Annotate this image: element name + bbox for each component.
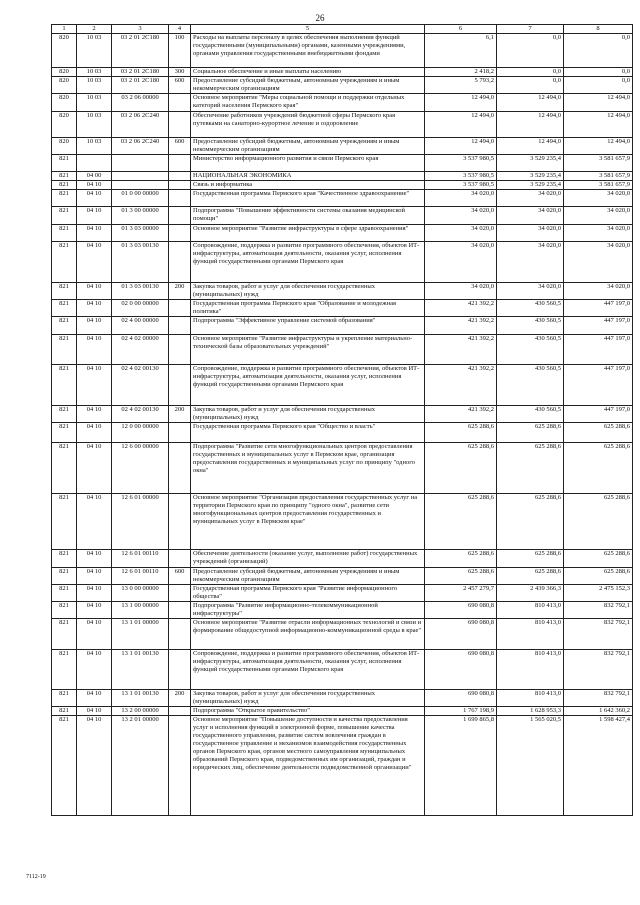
amount-year2-cell: 810 413,0 bbox=[497, 690, 564, 707]
amount-year3-cell: 3 581 657,9 bbox=[564, 172, 633, 181]
footer-code: 7112-19 bbox=[26, 874, 46, 880]
section-code-cell: 04 10 bbox=[77, 190, 112, 207]
amount-year1-cell: 12 494,0 bbox=[425, 138, 497, 155]
table-row bbox=[52, 707, 633, 716]
amount-year3-cell: 832 792,1 bbox=[564, 690, 633, 707]
budget-table-container bbox=[51, 24, 632, 816]
target-article-cell: 13 1 01 00000 bbox=[112, 619, 169, 650]
expense-type-cell bbox=[169, 225, 191, 242]
amount-year2-cell: 810 413,0 bbox=[497, 619, 564, 650]
target-article-cell: 13 1 00 00000 bbox=[112, 602, 169, 619]
table-row bbox=[52, 34, 633, 68]
amount-year2-cell: 12 494,0 bbox=[497, 94, 564, 112]
expense-type-cell: 200 bbox=[169, 406, 191, 423]
target-article-cell: 01 3 03 00130 bbox=[112, 283, 169, 300]
table-row bbox=[52, 619, 633, 650]
section-code-cell: 04 10 bbox=[77, 181, 112, 190]
amount-year1-cell: 690 080,8 bbox=[425, 650, 497, 690]
department-code-cell: 821 bbox=[52, 190, 77, 207]
amount-year2-cell: 625 288,6 bbox=[497, 550, 564, 568]
amount-year2-cell: 0,0 bbox=[497, 34, 564, 68]
table-row bbox=[52, 300, 633, 317]
expense-type-cell bbox=[169, 300, 191, 317]
header-col-5: 5 bbox=[191, 25, 425, 34]
section-code-cell: 04 10 bbox=[77, 494, 112, 550]
description-cell: Сопровождение, поддержка и развитие программного обеспечения, объектов ИТ-инфраструктуры, автоматизация деятельности, оказания услуг, исполнения функций государственными органами Пермского края bbox=[191, 242, 425, 283]
amount-year2-cell: 3 529 235,4 bbox=[497, 172, 564, 181]
section-code-cell: 04 10 bbox=[77, 707, 112, 716]
amount-year2-cell: 430 560,5 bbox=[497, 365, 564, 406]
section-code-cell: 04 10 bbox=[77, 585, 112, 602]
amount-year2-cell: 810 413,0 bbox=[497, 650, 564, 690]
amount-year2-cell: 430 560,5 bbox=[497, 300, 564, 317]
table-row bbox=[52, 406, 633, 423]
amount-year2-cell: 1 565 020,5 bbox=[497, 716, 564, 816]
department-code-cell: 821 bbox=[52, 155, 77, 172]
target-article-cell bbox=[112, 172, 169, 181]
amount-year1-cell: 34 020,0 bbox=[425, 242, 497, 283]
amount-year3-cell: 3 581 657,9 bbox=[564, 155, 633, 172]
description-cell: Основное мероприятие "Развитие отрасли информационных технологий и связи и формирование общедоступной информационно-коммуникационной среды в крае" bbox=[191, 619, 425, 650]
table-row bbox=[52, 317, 633, 335]
expense-type-cell bbox=[169, 181, 191, 190]
section-code-cell: 04 10 bbox=[77, 568, 112, 585]
amount-year3-cell: 12 494,0 bbox=[564, 112, 633, 138]
expense-type-cell bbox=[169, 112, 191, 138]
amount-year1-cell: 1 699 865,8 bbox=[425, 716, 497, 816]
description-cell: Основное мероприятие "Меры социальной помощи и поддержки отдельных категорий населения Пермского края" bbox=[191, 94, 425, 112]
table-row bbox=[52, 207, 633, 225]
section-code-cell: 04 10 bbox=[77, 650, 112, 690]
table-row bbox=[52, 690, 633, 707]
amount-year2-cell: 34 020,0 bbox=[497, 242, 564, 283]
table-row bbox=[52, 77, 633, 94]
amount-year2-cell: 1 628 953,3 bbox=[497, 707, 564, 716]
expense-type-cell bbox=[169, 716, 191, 816]
table-row bbox=[52, 94, 633, 112]
table-row bbox=[52, 423, 633, 443]
department-code-cell: 821 bbox=[52, 443, 77, 494]
table-row bbox=[52, 225, 633, 242]
description-cell: Основное мероприятие "Развитие инфраструктуры и укрепление материально-технической базы образовательных учреждений" bbox=[191, 335, 425, 365]
amount-year1-cell: 690 080,8 bbox=[425, 619, 497, 650]
section-code-cell: 04 10 bbox=[77, 317, 112, 335]
page-number: 26 bbox=[315, 13, 325, 23]
department-code-cell: 821 bbox=[52, 550, 77, 568]
amount-year3-cell: 625 288,6 bbox=[564, 568, 633, 585]
section-code-cell: 04 10 bbox=[77, 207, 112, 225]
table-row bbox=[52, 716, 633, 816]
target-article-cell: 01 0 00 00000 bbox=[112, 190, 169, 207]
target-article-cell: 12 0 00 00000 bbox=[112, 423, 169, 443]
description-cell: Закупка товаров, работ и услуг для обеспечения государственных (муниципальных) нужд bbox=[191, 690, 425, 707]
amount-year1-cell: 690 080,8 bbox=[425, 690, 497, 707]
amount-year2-cell: 2 439 366,3 bbox=[497, 585, 564, 602]
department-code-cell: 821 bbox=[52, 650, 77, 690]
amount-year1-cell: 690 080,8 bbox=[425, 602, 497, 619]
section-code-cell: 10 03 bbox=[77, 94, 112, 112]
expense-type-cell bbox=[169, 443, 191, 494]
department-code-cell: 820 bbox=[52, 68, 77, 77]
header-col-6: 6 bbox=[425, 25, 497, 34]
amount-year1-cell: 625 288,6 bbox=[425, 550, 497, 568]
target-article-cell: 03 2 01 2С180 bbox=[112, 68, 169, 77]
amount-year1-cell: 34 020,0 bbox=[425, 283, 497, 300]
department-code-cell: 821 bbox=[52, 423, 77, 443]
amount-year3-cell: 0,0 bbox=[564, 68, 633, 77]
amount-year2-cell: 12 494,0 bbox=[497, 112, 564, 138]
table-row bbox=[52, 190, 633, 207]
amount-year2-cell: 625 288,6 bbox=[497, 568, 564, 585]
target-article-cell: 02 4 02 00130 bbox=[112, 406, 169, 423]
section-code-cell: 04 10 bbox=[77, 283, 112, 300]
description-cell: Государственная программа Пермского края "Образование и молодежная политика" bbox=[191, 300, 425, 317]
target-article-cell: 02 4 02 00000 bbox=[112, 335, 169, 365]
amount-year1-cell: 625 288,6 bbox=[425, 494, 497, 550]
description-cell: Министерство информационного развития и связи Пермского края bbox=[191, 155, 425, 172]
amount-year3-cell: 832 792,1 bbox=[564, 602, 633, 619]
amount-year1-cell: 421 392,2 bbox=[425, 365, 497, 406]
target-article-cell: 02 4 02 00130 bbox=[112, 365, 169, 406]
section-code-cell: 04 10 bbox=[77, 716, 112, 816]
amount-year3-cell: 0,0 bbox=[564, 77, 633, 94]
amount-year2-cell: 430 560,5 bbox=[497, 317, 564, 335]
description-cell: Основное мероприятие "Развитие инфраструктуры в сфере здравоохранения" bbox=[191, 225, 425, 242]
table-row bbox=[52, 585, 633, 602]
expense-type-cell bbox=[169, 494, 191, 550]
expense-type-cell bbox=[169, 94, 191, 112]
expense-type-cell bbox=[169, 242, 191, 283]
target-article-cell: 13 2 01 00000 bbox=[112, 716, 169, 816]
section-code-cell: 10 03 bbox=[77, 77, 112, 94]
table-row bbox=[52, 335, 633, 365]
department-code-cell: 821 bbox=[52, 242, 77, 283]
section-code-cell: 04 10 bbox=[77, 690, 112, 707]
department-code-cell: 821 bbox=[52, 619, 77, 650]
amount-year3-cell: 34 020,0 bbox=[564, 242, 633, 283]
amount-year1-cell: 421 392,2 bbox=[425, 335, 497, 365]
department-code-cell: 820 bbox=[52, 94, 77, 112]
amount-year1-cell: 625 288,6 bbox=[425, 443, 497, 494]
amount-year2-cell: 3 529 235,4 bbox=[497, 155, 564, 172]
amount-year1-cell: 3 537 980,5 bbox=[425, 172, 497, 181]
description-cell: Государственная программа Пермского края "Общество и власть" bbox=[191, 423, 425, 443]
table-row bbox=[52, 172, 633, 181]
table-row bbox=[52, 68, 633, 77]
target-article-cell: 03 2 06 2С240 bbox=[112, 138, 169, 155]
description-cell: Закупка товаров, работ и услуг для обеспечения государственных (муниципальных) нужд bbox=[191, 406, 425, 423]
target-article-cell: 13 1 01 00130 bbox=[112, 650, 169, 690]
department-code-cell: 820 bbox=[52, 138, 77, 155]
amount-year2-cell: 3 529 235,4 bbox=[497, 181, 564, 190]
amount-year3-cell: 625 288,6 bbox=[564, 443, 633, 494]
description-cell: Подпрограмма "Повышение эффективности системы оказания медицинской помощи" bbox=[191, 207, 425, 225]
amount-year1-cell: 421 392,2 bbox=[425, 317, 497, 335]
target-article-cell: 13 1 01 00130 bbox=[112, 690, 169, 707]
amount-year2-cell: 0,0 bbox=[497, 68, 564, 77]
amount-year1-cell: 625 288,6 bbox=[425, 568, 497, 585]
target-article-cell: 13 0 00 00000 bbox=[112, 585, 169, 602]
section-code-cell: 04 10 bbox=[77, 550, 112, 568]
target-article-cell: 01 3 00 00000 bbox=[112, 207, 169, 225]
target-article-cell: 03 2 06 2С240 bbox=[112, 112, 169, 138]
header-col-3: 3 bbox=[112, 25, 169, 34]
description-cell: Предоставление субсидий бюджетным, автономным учреждениям и иным некоммерческим организациям bbox=[191, 568, 425, 585]
description-cell: Предоставление субсидий бюджетным, автономным учреждениям и иным некоммерческим организациям bbox=[191, 138, 425, 155]
target-article-cell: 03 2 06 00000 bbox=[112, 94, 169, 112]
expense-type-cell bbox=[169, 207, 191, 225]
department-code-cell: 821 bbox=[52, 335, 77, 365]
amount-year3-cell: 3 581 657,9 bbox=[564, 181, 633, 190]
department-code-cell: 821 bbox=[52, 707, 77, 716]
amount-year1-cell: 6,1 bbox=[425, 34, 497, 68]
amount-year3-cell: 34 020,0 bbox=[564, 225, 633, 242]
amount-year2-cell: 34 020,0 bbox=[497, 225, 564, 242]
target-article-cell: 01 3 03 00130 bbox=[112, 242, 169, 283]
amount-year3-cell: 447 197,0 bbox=[564, 406, 633, 423]
expense-type-cell: 200 bbox=[169, 283, 191, 300]
expense-type-cell bbox=[169, 317, 191, 335]
expense-type-cell bbox=[169, 335, 191, 365]
description-cell: Государственная программа Пермского края "Качественное здравоохранение" bbox=[191, 190, 425, 207]
table-row bbox=[52, 138, 633, 155]
budget-table bbox=[51, 24, 633, 816]
amount-year3-cell: 447 197,0 bbox=[564, 300, 633, 317]
table-row bbox=[52, 443, 633, 494]
header-col-4: 4 bbox=[169, 25, 191, 34]
amount-year1-cell: 2 457 279,7 bbox=[425, 585, 497, 602]
target-article-cell: 03 2 01 2С180 bbox=[112, 77, 169, 94]
description-cell: НАЦИОНАЛЬНАЯ ЭКОНОМИКА bbox=[191, 172, 425, 181]
amount-year1-cell: 3 537 980,5 bbox=[425, 181, 497, 190]
department-code-cell: 821 bbox=[52, 406, 77, 423]
header-col-1: 1 bbox=[52, 25, 77, 34]
header-col-2: 2 bbox=[77, 25, 112, 34]
description-cell: Социальное обеспечение и иные выплаты населению bbox=[191, 68, 425, 77]
expense-type-cell: 600 bbox=[169, 568, 191, 585]
expense-type-cell bbox=[169, 707, 191, 716]
column-number-header bbox=[52, 25, 633, 34]
table-row bbox=[52, 155, 633, 172]
department-code-cell: 821 bbox=[52, 568, 77, 585]
amount-year1-cell: 3 537 980,5 bbox=[425, 155, 497, 172]
expense-type-cell bbox=[169, 550, 191, 568]
department-code-cell: 821 bbox=[52, 716, 77, 816]
amount-year1-cell: 421 392,2 bbox=[425, 406, 497, 423]
department-code-cell: 821 bbox=[52, 317, 77, 335]
section-code-cell: 04 10 bbox=[77, 242, 112, 283]
amount-year1-cell: 34 020,0 bbox=[425, 225, 497, 242]
amount-year1-cell: 34 020,0 bbox=[425, 190, 497, 207]
target-article-cell: 02 4 00 00000 bbox=[112, 317, 169, 335]
table-row bbox=[52, 283, 633, 300]
target-article-cell bbox=[112, 155, 169, 172]
description-cell: Предоставление субсидий бюджетным, автономным учреждениям и иным некоммерческим организациям bbox=[191, 77, 425, 94]
header-col-8: 8 bbox=[564, 25, 633, 34]
amount-year3-cell: 1 642 360,2 bbox=[564, 707, 633, 716]
section-code-cell: 10 03 bbox=[77, 34, 112, 68]
department-code-cell: 821 bbox=[52, 283, 77, 300]
department-code-cell: 821 bbox=[52, 690, 77, 707]
department-code-cell: 820 bbox=[52, 77, 77, 94]
amount-year3-cell: 0,0 bbox=[564, 34, 633, 68]
amount-year3-cell: 447 197,0 bbox=[564, 365, 633, 406]
description-cell: Расходы на выплаты персоналу в целях обеспечения выполнения функций государственными (муниципальными) органами, казенными учреждениями, органами управления государственными внебюджетными фондами bbox=[191, 34, 425, 68]
description-cell: Обеспечение деятельности (оказание услуг, выполнение работ) государственных учреждений (организаций) bbox=[191, 550, 425, 568]
section-code-cell: 04 10 bbox=[77, 365, 112, 406]
description-cell: Закупка товаров, работ и услуг для обеспечения государственных (муниципальных) нужд bbox=[191, 283, 425, 300]
expense-type-cell bbox=[169, 585, 191, 602]
target-article-cell: 12 6 01 00110 bbox=[112, 568, 169, 585]
target-article-cell: 13 2 00 00000 bbox=[112, 707, 169, 716]
expense-type-cell bbox=[169, 650, 191, 690]
amount-year2-cell: 625 288,6 bbox=[497, 423, 564, 443]
description-cell: Связь и информатика bbox=[191, 181, 425, 190]
department-code-cell: 821 bbox=[52, 181, 77, 190]
table-row bbox=[52, 181, 633, 190]
expense-type-cell bbox=[169, 602, 191, 619]
amount-year2-cell: 34 020,0 bbox=[497, 190, 564, 207]
expense-type-cell: 600 bbox=[169, 138, 191, 155]
expense-type-cell: 200 bbox=[169, 690, 191, 707]
amount-year2-cell: 625 288,6 bbox=[497, 443, 564, 494]
expense-type-cell bbox=[169, 172, 191, 181]
expense-type-cell: 600 bbox=[169, 77, 191, 94]
amount-year1-cell: 421 392,2 bbox=[425, 300, 497, 317]
table-row bbox=[52, 365, 633, 406]
section-code-cell: 04 10 bbox=[77, 602, 112, 619]
amount-year3-cell: 2 475 152,3 bbox=[564, 585, 633, 602]
target-article-cell bbox=[112, 181, 169, 190]
section-code-cell: 04 10 bbox=[77, 443, 112, 494]
table-row bbox=[52, 650, 633, 690]
description-cell: Подпрограмма "Эффективное управление системой образования" bbox=[191, 317, 425, 335]
amount-year1-cell: 5 793,2 bbox=[425, 77, 497, 94]
amount-year2-cell: 625 288,6 bbox=[497, 494, 564, 550]
amount-year3-cell: 34 020,0 bbox=[564, 283, 633, 300]
department-code-cell: 821 bbox=[52, 300, 77, 317]
table-row bbox=[52, 494, 633, 550]
section-code-cell: 04 00 bbox=[77, 172, 112, 181]
amount-year2-cell: 34 020,0 bbox=[497, 207, 564, 225]
expense-type-cell: 100 bbox=[169, 34, 191, 68]
section-code-cell: 10 03 bbox=[77, 112, 112, 138]
amount-year1-cell: 34 020,0 bbox=[425, 207, 497, 225]
description-cell: Обеспечение работников учреждений бюджетной сферы Пермского края путевками на санаторно-курортное лечение и оздоровление bbox=[191, 112, 425, 138]
amount-year2-cell: 430 560,5 bbox=[497, 335, 564, 365]
table-body bbox=[52, 34, 633, 816]
description-cell: Основное мероприятие "Повышение доступности и качества предоставления услуг и исполнения функций в электронной форме, повышение качества государственного управления, развитие систем вовлечения граждан в государственное управление и механизмов взаимодействия государственных органов Пермского края, органов местного самоуправления муниципальных образований Пермского края, подведомственных им организаций, граждан и юридических лиц, обеспечение деятельности подведомственной организации" bbox=[191, 716, 425, 816]
amount-year3-cell: 447 197,0 bbox=[564, 317, 633, 335]
expense-type-cell: 300 bbox=[169, 68, 191, 77]
target-article-cell: 02 0 00 00000 bbox=[112, 300, 169, 317]
section-code-cell: 04 10 bbox=[77, 225, 112, 242]
description-cell: Сопровождение, поддержка и развитие программного обеспечения, объектов ИТ-инфраструктуры, автоматизация деятельности, оказания услуг, исполнения функций государственными органами Пермского края bbox=[191, 365, 425, 406]
amount-year1-cell: 12 494,0 bbox=[425, 112, 497, 138]
amount-year3-cell: 12 494,0 bbox=[564, 138, 633, 155]
amount-year3-cell: 12 494,0 bbox=[564, 94, 633, 112]
amount-year2-cell: 12 494,0 bbox=[497, 138, 564, 155]
amount-year3-cell: 1 598 427,4 bbox=[564, 716, 633, 816]
table-row bbox=[52, 242, 633, 283]
table-row bbox=[52, 112, 633, 138]
expense-type-cell bbox=[169, 619, 191, 650]
amount-year1-cell: 2 418,2 bbox=[425, 68, 497, 77]
department-code-cell: 821 bbox=[52, 172, 77, 181]
section-code-cell: 04 10 bbox=[77, 335, 112, 365]
expense-type-cell bbox=[169, 155, 191, 172]
target-article-cell: 12 6 01 00000 bbox=[112, 494, 169, 550]
section-code-cell: 10 03 bbox=[77, 68, 112, 77]
amount-year3-cell: 34 020,0 bbox=[564, 190, 633, 207]
amount-year3-cell: 625 288,6 bbox=[564, 494, 633, 550]
amount-year2-cell: 34 020,0 bbox=[497, 283, 564, 300]
amount-year1-cell: 1 767 198,9 bbox=[425, 707, 497, 716]
amount-year1-cell: 12 494,0 bbox=[425, 94, 497, 112]
department-code-cell: 821 bbox=[52, 225, 77, 242]
target-article-cell: 12 6 00 00000 bbox=[112, 443, 169, 494]
department-code-cell: 821 bbox=[52, 585, 77, 602]
target-article-cell: 01 3 03 00000 bbox=[112, 225, 169, 242]
department-code-cell: 821 bbox=[52, 365, 77, 406]
section-code-cell: 04 10 bbox=[77, 423, 112, 443]
amount-year3-cell: 832 792,1 bbox=[564, 650, 633, 690]
section-code-cell bbox=[77, 155, 112, 172]
table-row bbox=[52, 602, 633, 619]
table-row bbox=[52, 550, 633, 568]
description-cell: Государственная программа Пермского края "Развитие информационного общества" bbox=[191, 585, 425, 602]
amount-year3-cell: 625 288,6 bbox=[564, 423, 633, 443]
section-code-cell: 04 10 bbox=[77, 300, 112, 317]
department-code-cell: 820 bbox=[52, 34, 77, 68]
header-col-7: 7 bbox=[497, 25, 564, 34]
expense-type-cell bbox=[169, 423, 191, 443]
table-row bbox=[52, 568, 633, 585]
amount-year3-cell: 625 288,6 bbox=[564, 550, 633, 568]
section-code-cell: 04 10 bbox=[77, 406, 112, 423]
description-cell: Сопровождение, поддержка и развитие программного обеспечения, объектов ИТ-инфраструктуры, автоматизация деятельности, оказания услуг, исполнения функций государственными органами Пермского края bbox=[191, 650, 425, 690]
description-cell: Основное мероприятие "Организация предоставления государственных услуг на территории Пермского края по принципу "одного окна", развитие сети многофункциональных центров предоставления государственных и муниципальных услуг в Пермском крае" bbox=[191, 494, 425, 550]
amount-year2-cell: 0,0 bbox=[497, 77, 564, 94]
target-article-cell: 03 2 01 2С180 bbox=[112, 34, 169, 68]
amount-year3-cell: 447 197,0 bbox=[564, 335, 633, 365]
target-article-cell: 12 6 01 00110 bbox=[112, 550, 169, 568]
amount-year2-cell: 810 413,0 bbox=[497, 602, 564, 619]
expense-type-cell bbox=[169, 190, 191, 207]
department-code-cell: 821 bbox=[52, 207, 77, 225]
description-cell: Подпрограмма "Развитие информационно-телекоммуникационной инфраструктуры" bbox=[191, 602, 425, 619]
description-cell: Подпрограмма "Открытое правительство" bbox=[191, 707, 425, 716]
amount-year3-cell: 832 792,1 bbox=[564, 619, 633, 650]
department-code-cell: 821 bbox=[52, 602, 77, 619]
amount-year2-cell: 430 560,5 bbox=[497, 406, 564, 423]
department-code-cell: 820 bbox=[52, 112, 77, 138]
expense-type-cell bbox=[169, 365, 191, 406]
amount-year3-cell: 34 020,0 bbox=[564, 207, 633, 225]
amount-year1-cell: 625 288,6 bbox=[425, 423, 497, 443]
description-cell: Подпрограмма "Развитие сети многофункциональных центров предоставления государственных и муниципальных услуг в Пермском крае, организация предоставления государственных и муниципальных услуг по принципу "одного окна" bbox=[191, 443, 425, 494]
department-code-cell: 821 bbox=[52, 494, 77, 550]
section-code-cell: 10 03 bbox=[77, 138, 112, 155]
section-code-cell: 04 10 bbox=[77, 619, 112, 650]
